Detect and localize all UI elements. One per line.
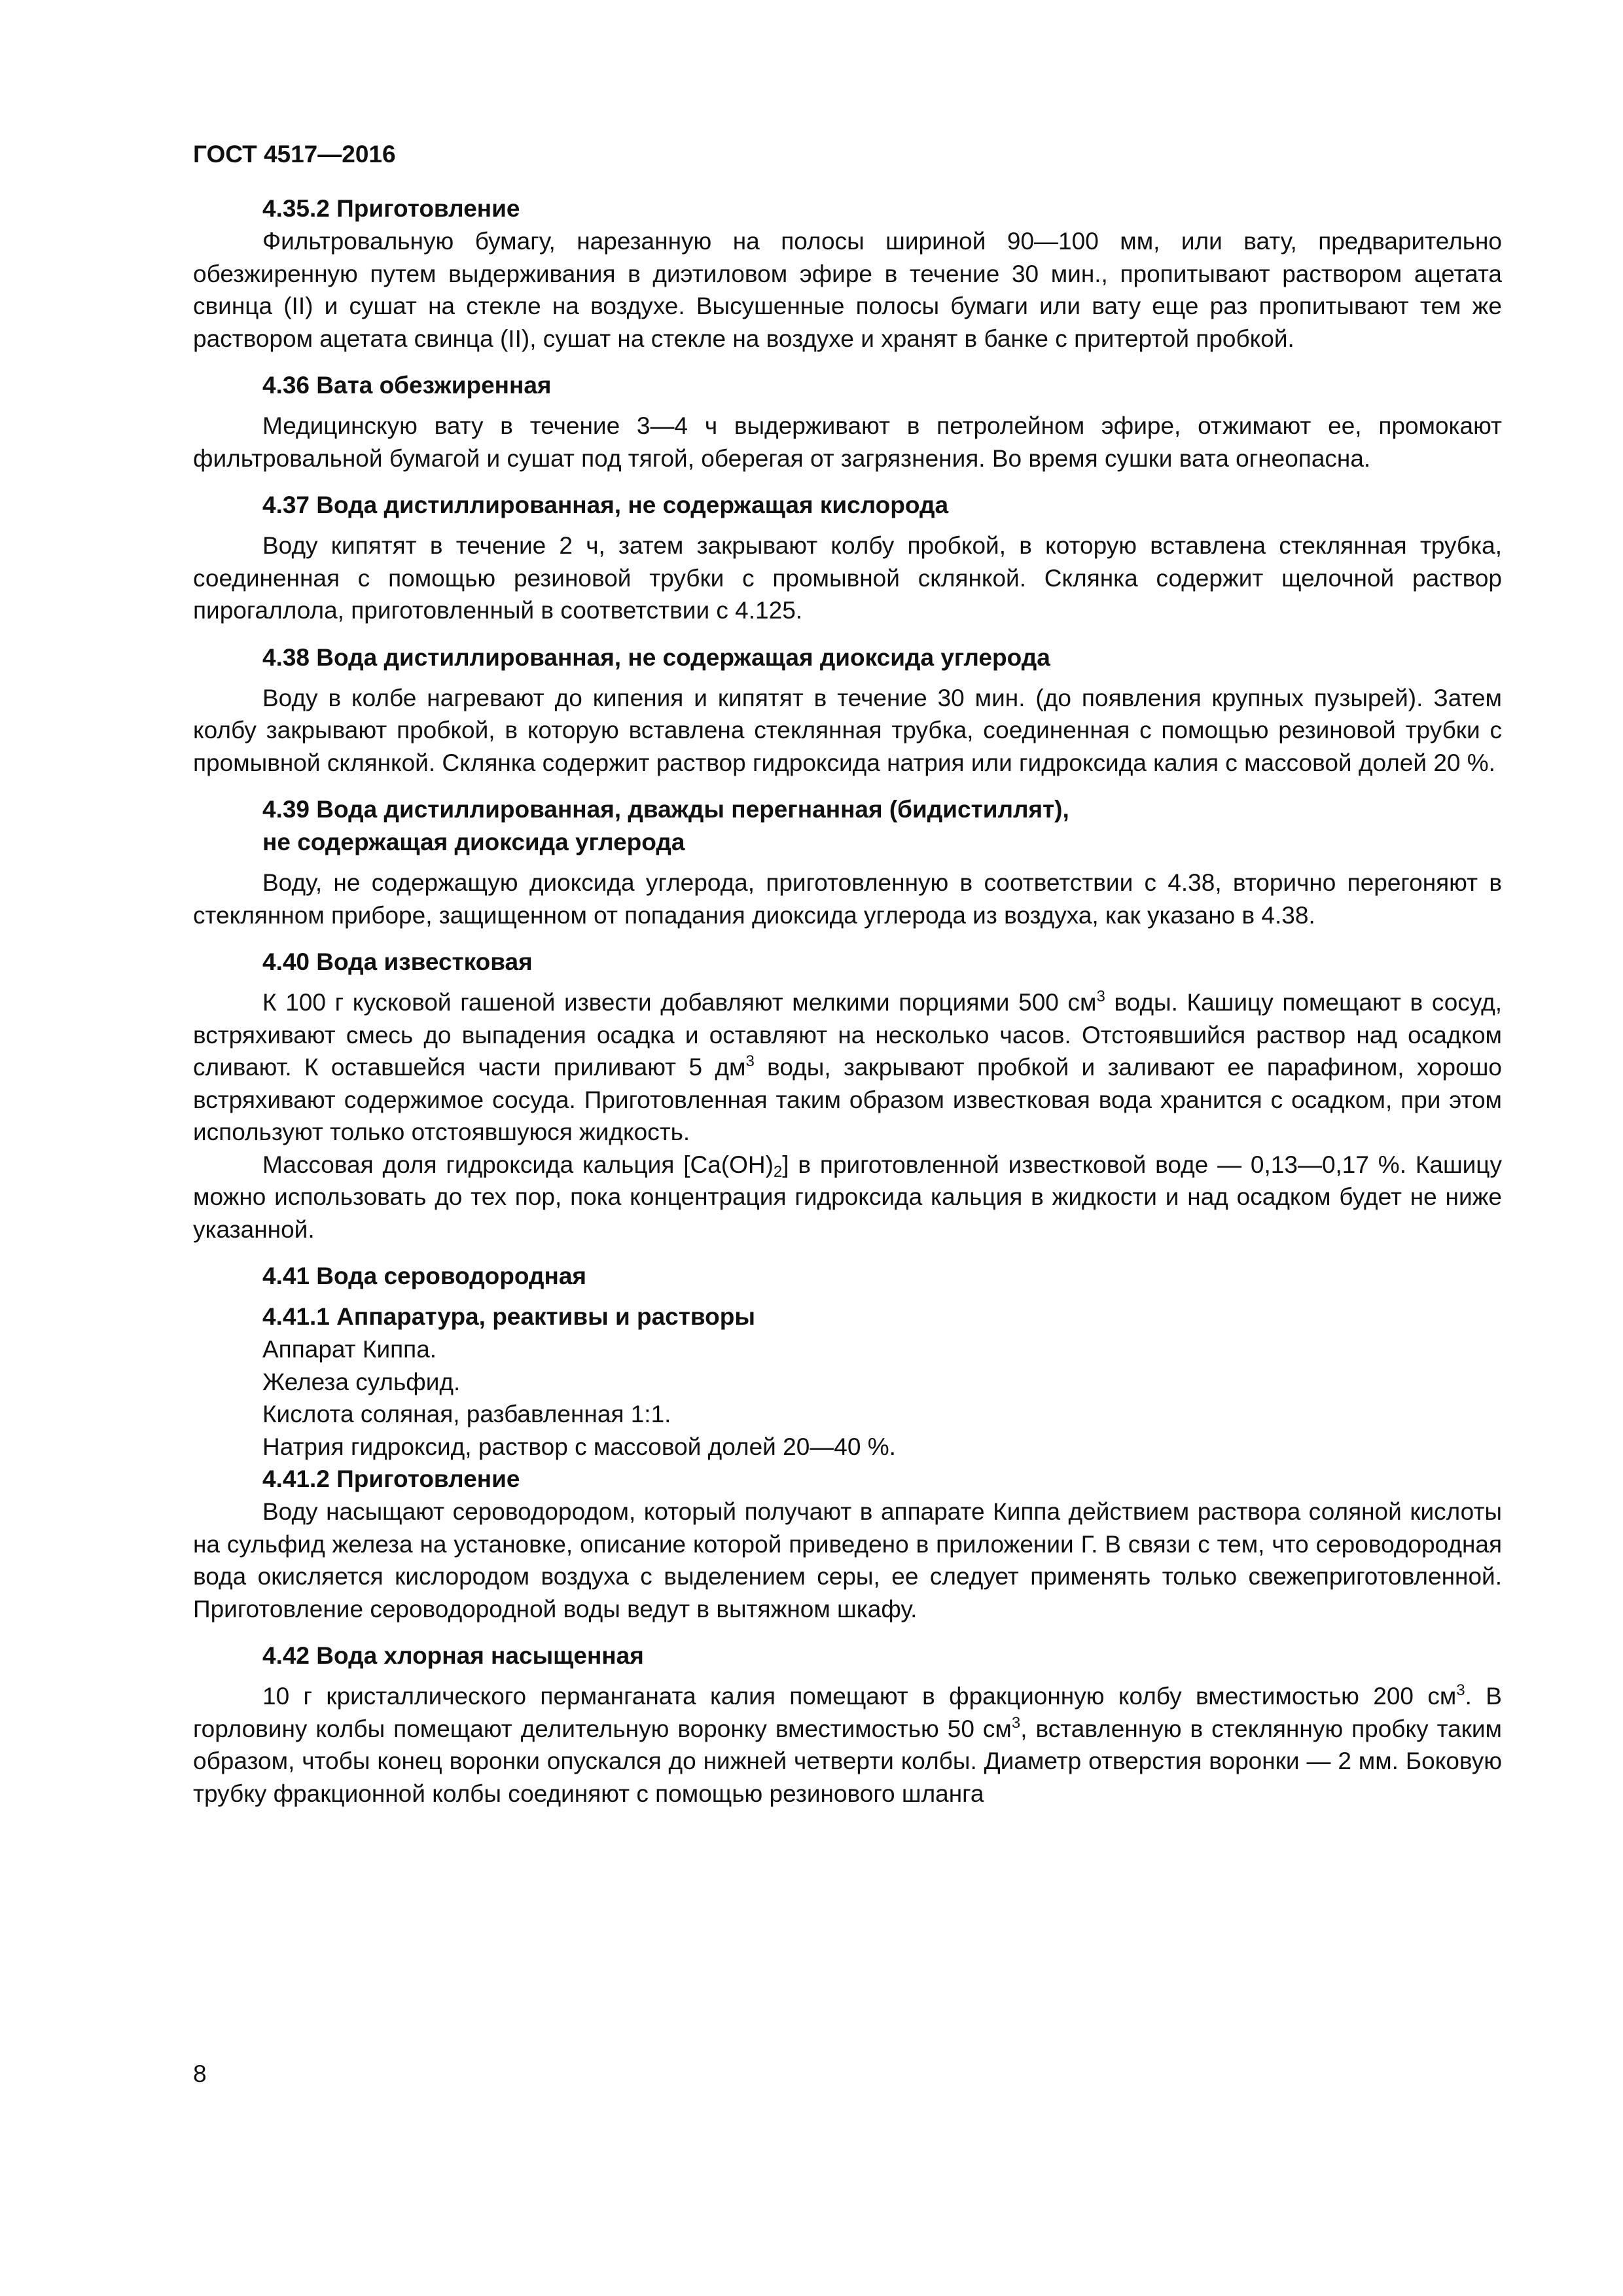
document-code-header: ГОСТ 4517—2016 (193, 141, 396, 168)
list-item: Аппарат Киппа. (262, 1336, 437, 1363)
paragraph: Фильтровальную бумагу, нарезанную на полосы шириной 90—100 мм, или вату, предварительно обезжиренную путем выдерживания в диэтиловом эфире в течение 30 мин., пропитывают раствором ацетата свинца (II) и сушат на стекле на воздухе. Высушенные полосы бумаги или вату еще раз пропитывают тем же раствором ацетата свинца (II), сушат на стекле на воздухе и хранят в банке с притертой пробкой. (193, 228, 1502, 352)
section-heading-line-2: не содержащая диоксида углерода (262, 829, 685, 855)
section-heading-line-1: 4.39 Вода дистиллированная, дважды перегнанная (бидистиллят), (262, 796, 1069, 823)
section-heading: 4.41 Вода сероводородная (262, 1263, 587, 1289)
list-item: Железа сульфид. (262, 1368, 461, 1395)
subscript: 2 (773, 1162, 783, 1181)
text-run: , вставленную в стеклянную пробку таким образом, чтобы конец воронки опускался до нижней четверти колбы. Диаметр отверстия воронки — 2 мм. Боковую трубку фракционной колбы соединяют с помощью резинового шланга (193, 1715, 1502, 1807)
text-run: Массовая доля гидроксида кальция [Ca(OH) (262, 1151, 774, 1178)
section-4-36 (193, 369, 1502, 475)
subsection-heading: 4.41.2 Приготовление (262, 1465, 520, 1492)
text-run: воды, закрывают пробкой и заливают ее парафином, хорошо встряхивают содержимое сосуда. Приготовленная таким образом известковая вода хранится с осадком, при этом используют только отстоявшуюся жидкость. (193, 1054, 1502, 1145)
paragraph (193, 986, 1502, 1149)
section-heading: 4.36 Вата обезжиренная (262, 372, 552, 399)
subsection-heading: 4.41.1 Аппаратура, реактивы и растворы (262, 1303, 755, 1330)
text-run: воды. Кашицу помещают в сосуд, встряхивают смесь до выпадения осадка и оставляют на несколько часов. Отстоявшийся раствор над осадком сливают. К оставшейся части приливают 5 дм (193, 989, 1502, 1081)
paragraph: Медицинскую вату в течение 3—4 ч выдерживают в петролейном эфире, отжимают ее, промокают фильтровальной бумагой и сушат под тягой, оберегая от загрязнения. Во время сушки вата огнеопасна. (193, 412, 1502, 472)
paragraph (193, 1680, 1502, 1810)
section-4-37 (193, 489, 1502, 627)
section-heading: 4.35.2 Приготовление (262, 195, 520, 222)
section-4-41 (193, 1260, 1502, 1625)
paragraph: Воду, не содержащую диоксида углерода, приготовленную в соответствии с 4.38, вторично перегоняют в стеклянном приборе, защищенном от попадания диоксида углерода из воздуха, как указано в 4.38. (193, 869, 1502, 929)
section-4-38 (193, 641, 1502, 780)
superscript: 3 (1011, 1713, 1021, 1732)
superscript: 3 (745, 1052, 755, 1070)
text-run: 10 г кристаллического перманганата калия помещают в фракционную колбу вместимостью 200 см (262, 1683, 1457, 1710)
text-run: ] в приготовленной известковой воде — 0,13—0,17 %. Кашицу можно использовать до тех пор, пока концентрация гидроксида кальция в жидкости и над осадком будет не ниже указанной. (193, 1151, 1502, 1243)
paragraph: Воду кипятят в течение 2 ч, затем закрывают колбу пробкой, в которую вставлена стеклянная трубка, соединенная с помощью резиновой трубки с промывной склянкой. Склянка содержит щелочной раствор пирогаллола, приготовленный в соответствии с 4.125. (193, 532, 1502, 624)
list-item: Натрия гидроксид, раствор с массовой долей 20—40 %. (262, 1433, 896, 1460)
section-4-42 (193, 1640, 1502, 1810)
page-number: 8 (193, 2060, 207, 2087)
paragraph: Воду в колбе нагревают до кипения и кипятят в течение 30 мин. (до появления крупных пузырей). Затем колбу закрывают пробкой, в которую вставлена стеклянная трубка, соединенная с помощью резиновой трубки с промывной склянкой. Склянка содержит раствор гидроксида натрия или гидроксида калия с массовой долей 20 %. (193, 684, 1502, 776)
section-heading: 4.38 Вода дистиллированная, не содержащая диоксида углерода (262, 643, 1050, 671)
paragraph: Воду насыщают сероводородом, который получают в аппарате Киппа действием раствора соляной кислоты на сульфид железа на установке, описание которой приведено в приложении Г. В связи с тем, что сероводородная вода окисляется кислородом воздуха с выделением серы, ее следует применять только свежеприготовленной. Приготовление сероводородной воды ведут в вытяжном шкафу. (193, 1498, 1502, 1623)
superscript: 3 (1096, 988, 1105, 1005)
section-heading: 4.40 Вода известковая (262, 948, 533, 975)
superscript: 3 (1456, 1681, 1465, 1699)
text-run: К 100 г кусковой гашеной извести добавляют мелкими порциями 500 см (262, 989, 1097, 1016)
paragraph (193, 1149, 1502, 1246)
section-4-40 (193, 946, 1502, 1246)
section-4-35-2 (193, 192, 1502, 355)
section-heading: 4.37 Вода дистиллированная, не содержащая кислорода (262, 492, 949, 518)
section-4-39 (193, 793, 1502, 931)
list-item: Кислота соляная, разбавленная 1:1. (262, 1401, 671, 1427)
page-content (193, 137, 1502, 1824)
text-run: . В горловину колбы помещают делительную воронку вместимостью 50 см (193, 1683, 1502, 1742)
section-heading: 4.42 Вода хлорная насыщенная (262, 1642, 644, 1669)
